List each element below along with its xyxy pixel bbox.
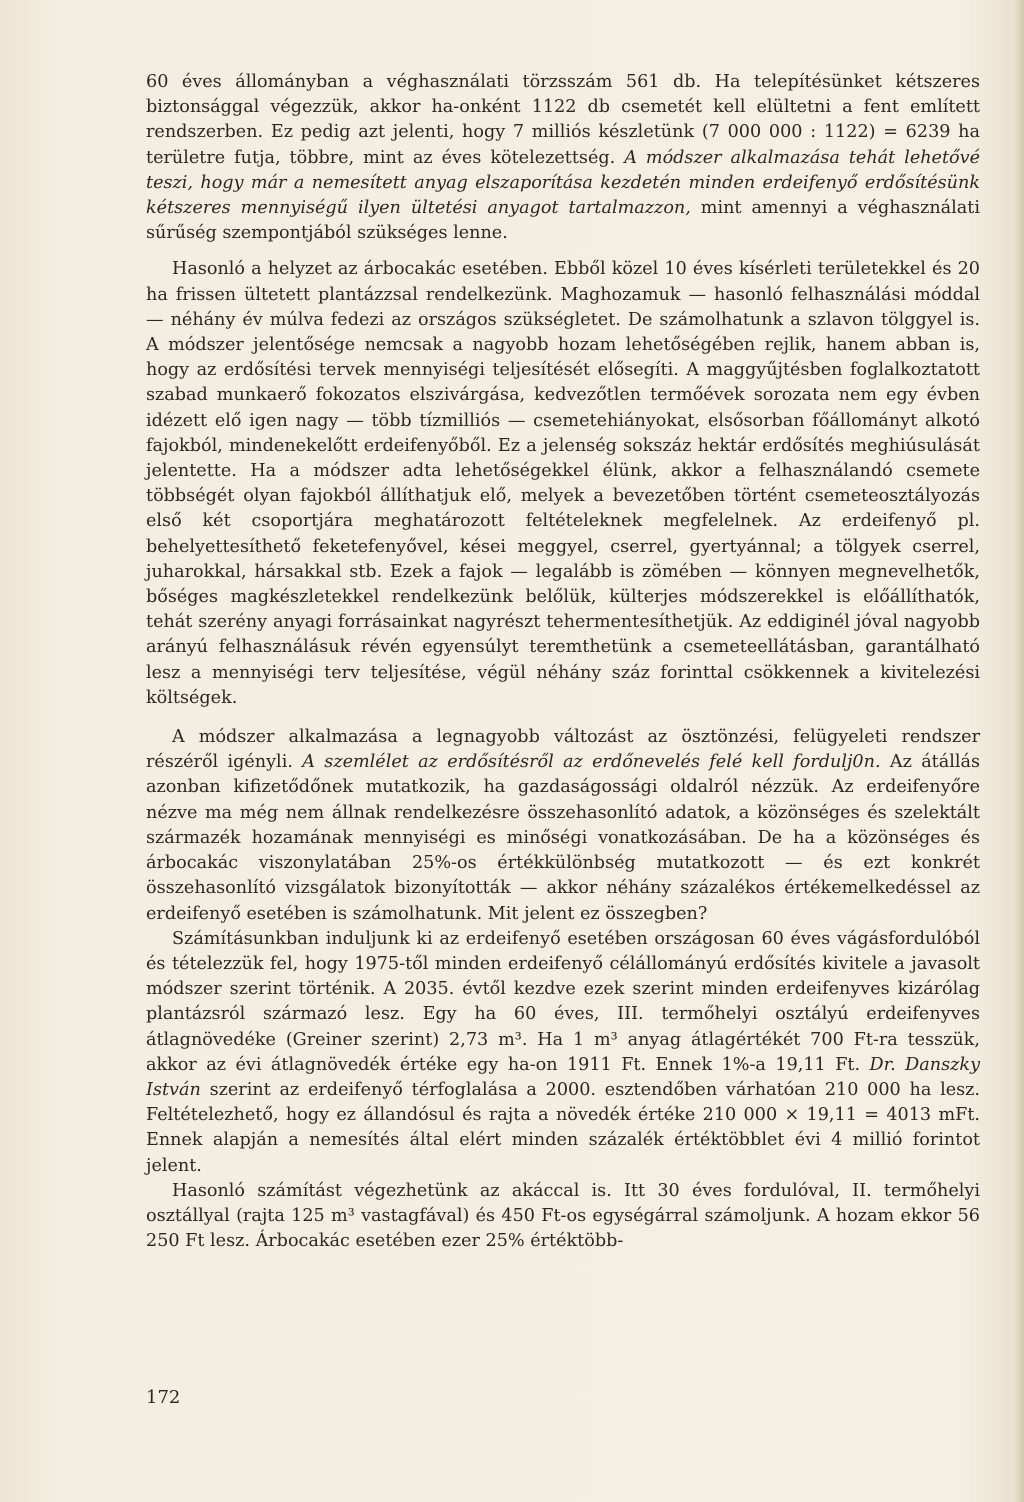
- paragraph-2: [146, 257, 980, 711]
- body-text: [146, 70, 980, 1254]
- paragraph-3: [146, 725, 980, 927]
- paragraph-5-text: Hasonló számítást végezhetünk az akáccal is. Itt 30 éves fordulóval, II. termőhelyi osztállyal (rajta 125 m³ vastagfával) és 450 Ft-os egységárral számoljunk. A hozam ekkor 56 250 Ft lesz. Árbocakác esetében ezer 25% értéktöbb-: [146, 1180, 980, 1252]
- paragraph-3-text-a: A módszer alkalmazása a legnagyobb változást az ösztönzési, felügyeleti rendszer részéről igényli.: [146, 727, 980, 773]
- paragraph-1-text-a: 60 éves állományban a véghasználati törzsszám 561 db. Ha telepítésünket kétszeres biztonsággal végezzük, akkor ha-onként 1122 db csemetét kell elültetni a fent említett rendszerben. Ez pedig azt jelenti, hogy 7 milliós készletünk (7 000 000 : 1122) = 6239 ha területre futja, többre, mint az éves kötelezettség.: [146, 72, 980, 168]
- paragraph-3-text-b: Az átállás azonban kifizetődőnek mutatkozik, ha gazdaságossági oldalról nézzük. Az erdeifenyőre nézve ma még nem állnak rendelkezésre összehasonlító adatok, a közönséges és szelektált származék hozamának mennyiségi es minőségi vonatkozásában. De ha a közönséges és árbocakác viszonylatában 25%-os értékkülönbség mutatkozott — és ezt konkrét összehasonlító vizsgálatok bizonyították — akkor néhány százalékos értékemelkedéssel az erdeifenyő esetében is számolhatunk. Mit jelent ez összegben?: [146, 752, 981, 924]
- paragraph-1-text-b: mint amennyi a véghasználati sűrűség szempontjából szükséges lenne.: [146, 198, 980, 244]
- paragraph-4-text-a: Számításunkban induljunk ki az erdeifenyő esetében országosan 60 éves vágásfordulóból és tételezzük fel, hogy 1975-től minden erdeifenyő célállományú erdősítés kivitele a javasolt módszer szerint történik. A 2035. évtől kezdve ezek szerint minden erdeifenyves kizárólag plantázsról származó lesz. Egy ha 60 éves, III. termőhelyi osztályú erdeifenyves átlagnövedéke (Greiner szerint) 2,73 m³. Ha 1 m³ anyag átlagértékét 700 Ft-ra tesszük, akkor az évi átlagnövedék értéke egy ha-on 1911 Ft. Ennek 1%-a 19,11 Ft.: [146, 928, 980, 1075]
- paragraph-3-emphasis: A szemlélet az erdősítésről az erdőnevelés felé kell fordulj0n.: [302, 752, 881, 773]
- paragraph-5: [146, 1179, 980, 1255]
- paragraph-1: [146, 70, 980, 246]
- page-edge-shadow: [1014, 0, 1024, 1502]
- paragraph-2-text: Hasonló a helyzet az árbocakác esetében. Ebből közel 10 éves kísérleti területekkel és 20 ha frissen ültetett plantázzsal rendelkezünk. Maghozamuk — hasonló felhasználási móddal — néhány év múlva fedezi az országos szükségletet. De számolhatunk a szlavon tölggyel is. A módszer jelentősége nemcsak a nagyobb hozam lehetőségében rejlik, hanem abban is, hogy az erdősítési tervek mennyiségi teljesítését elősegíti. A maggyűjtésben foglalkoztatott szabad munkaerő fokozatos elszivárgása, kedvezőtlen termőévek sorozata nem egy évben idézett elő igen nagy — több tízmilliós — csemetehiányokat, elsősorban főállományt alkotó fajokból, mindenekelőtt erdeifenyőből. Ez a jelenség sokszáz hektár erdősítés meghiúsulását jelentette. Ha a módszer adta lehetőségekkel élünk, akkor a felhasználandó csemete többségét olyan fajokból állíthatjuk elő, melyek a bevezetőben történt csemeteosztályozás első két csoportjára meghatározott feltételeknek megfelelnek. Az erdeifenyő pl. behelyettesíthető feketefenyővel, kései meggyel, cserrel, gyertyánnal; a tölgyek cserrel, juharokkal, hársakkal stb. Ezek a fajok — legalább is zömében — könnyen megnevelhetők, bőséges magkészletekkel rendelkezünk belőlük, külterjes módszerekkel is előállíthatók, tehát szerény anyagi forrásainkat nagyrészt tehermentesíthetjük. Az eddiginél jóval nagyobb arányú felhasználásuk révén egyensúlyt teremthetünk a csemeteellátásban, garantálható lesz a mennyiségi terv teljesítése, végül néhány száz forinttal csökkennek a kivitelezési költségek.: [146, 259, 980, 708]
- paragraph-4-author-name: Dr. Danszky István: [146, 1054, 981, 1100]
- paragraph-1-emphasis: A módszer alkalmazása tehát lehetővé teszi, hogy már a nemesített anyag elszaporítása kezdetén minden erdeifenyő erdősítésünk kétszeres mennyiségű ilyen ültetési anyagot tartalmazzon,: [146, 147, 980, 219]
- paragraph-4-text-b: szerint az erdeifenyő térfoglalása a 2000. esztendőben várhatóan 210 000 ha lesz. Feltételezhető, hogy ez állandósul és rajta a növedék értéke 210 000 × 19,11 = 4013 mFt. Ennek alapján a nemesítés által elért minden százalék értéktöbblet évi 4 millió forintot jelent.: [146, 1079, 980, 1176]
- paragraph-4: [146, 927, 980, 1179]
- page-number: 172: [146, 1387, 181, 1408]
